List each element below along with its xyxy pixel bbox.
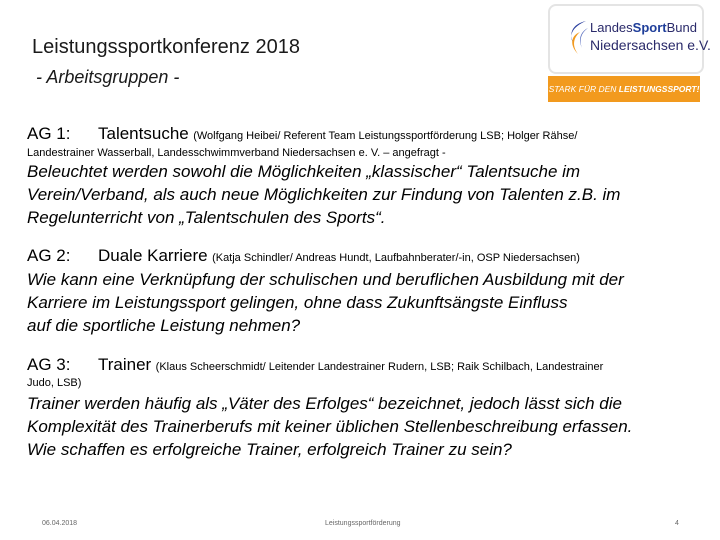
ag1-people-cont: Landestrainer Wasserball, Landesschwimmverband Niedersachsen e. V. – angefragt -	[27, 147, 446, 159]
ag3-label: AG 3:	[27, 355, 71, 374]
footer-date: 06.04.2018	[42, 520, 78, 527]
ag2-label: AG 2:	[27, 246, 71, 265]
footer-center: Leistungssportförderung	[325, 520, 401, 527]
ag1-heading	[27, 124, 577, 144]
ag3-people-cont: Judo, LSB)	[27, 377, 82, 389]
footer-page-number: 4	[675, 520, 679, 527]
ag3-description: Trainer werden häufig als „Väter des Erfolges“ bezeichnet, jedoch lässt sich die Komplexität des Trainerberufs mit keiner üblichen Stellenbeschreibung erfassen. Wie schaffen es erfolgreiche Trainer, erfolgreich Trainer zu sein?	[27, 394, 633, 459]
ag2-people: (Katja Schindler/ Andreas Hundt, Laufbahnberater/-in, OSP Niedersachsen)	[212, 252, 580, 264]
logo-line2: Niedersachsen e.V.	[590, 37, 711, 53]
ag1-topic: Talentsuche	[98, 124, 189, 143]
ag1-description: Beleuchtet werden sowohl die Möglichkeiten „klassischer“ Talentsuche im Verein/Verband, als auch neue Möglichkeiten zur Findung von Talenten z.B. im Regelunterricht von „Talentschulen des Sports“.	[27, 162, 621, 227]
logo	[548, 4, 711, 74]
logo-slogan: STARK FÜR DEN LEISTUNGSSPORT!	[548, 76, 700, 102]
page-subtitle: - Arbeitsgruppen -	[36, 67, 180, 87]
ag1-people: (Wolfgang Heibei/ Referent Team Leistungssportförderung LSB; Holger Rähse/	[193, 130, 578, 142]
ag2-description: Wie kann eine Verknüpfung der schulischen und beruflichen Ausbildung mit der Karriere im Leistungssport gelingen, ohne dass Zukunftsängste Einfluss auf die sportliche Leistung nehmen?	[27, 270, 624, 335]
ag3-topic: Trainer	[98, 355, 152, 374]
ag2-heading	[27, 246, 580, 266]
ag3-heading	[27, 355, 603, 375]
ag2-topic: Duale Karriere	[98, 246, 208, 265]
logo-swoosh-icon	[564, 18, 590, 58]
ag1-label: AG 1:	[27, 124, 71, 143]
logo-line1: LandesSportBund	[590, 20, 697, 35]
page-title: Leistungssportkonferenz 2018	[32, 36, 300, 58]
ag3-people: (Klaus Scheerschmidt/ Leitender Landestrainer Rudern, LSB; Raik Schilbach, Landestrainer	[155, 361, 604, 373]
